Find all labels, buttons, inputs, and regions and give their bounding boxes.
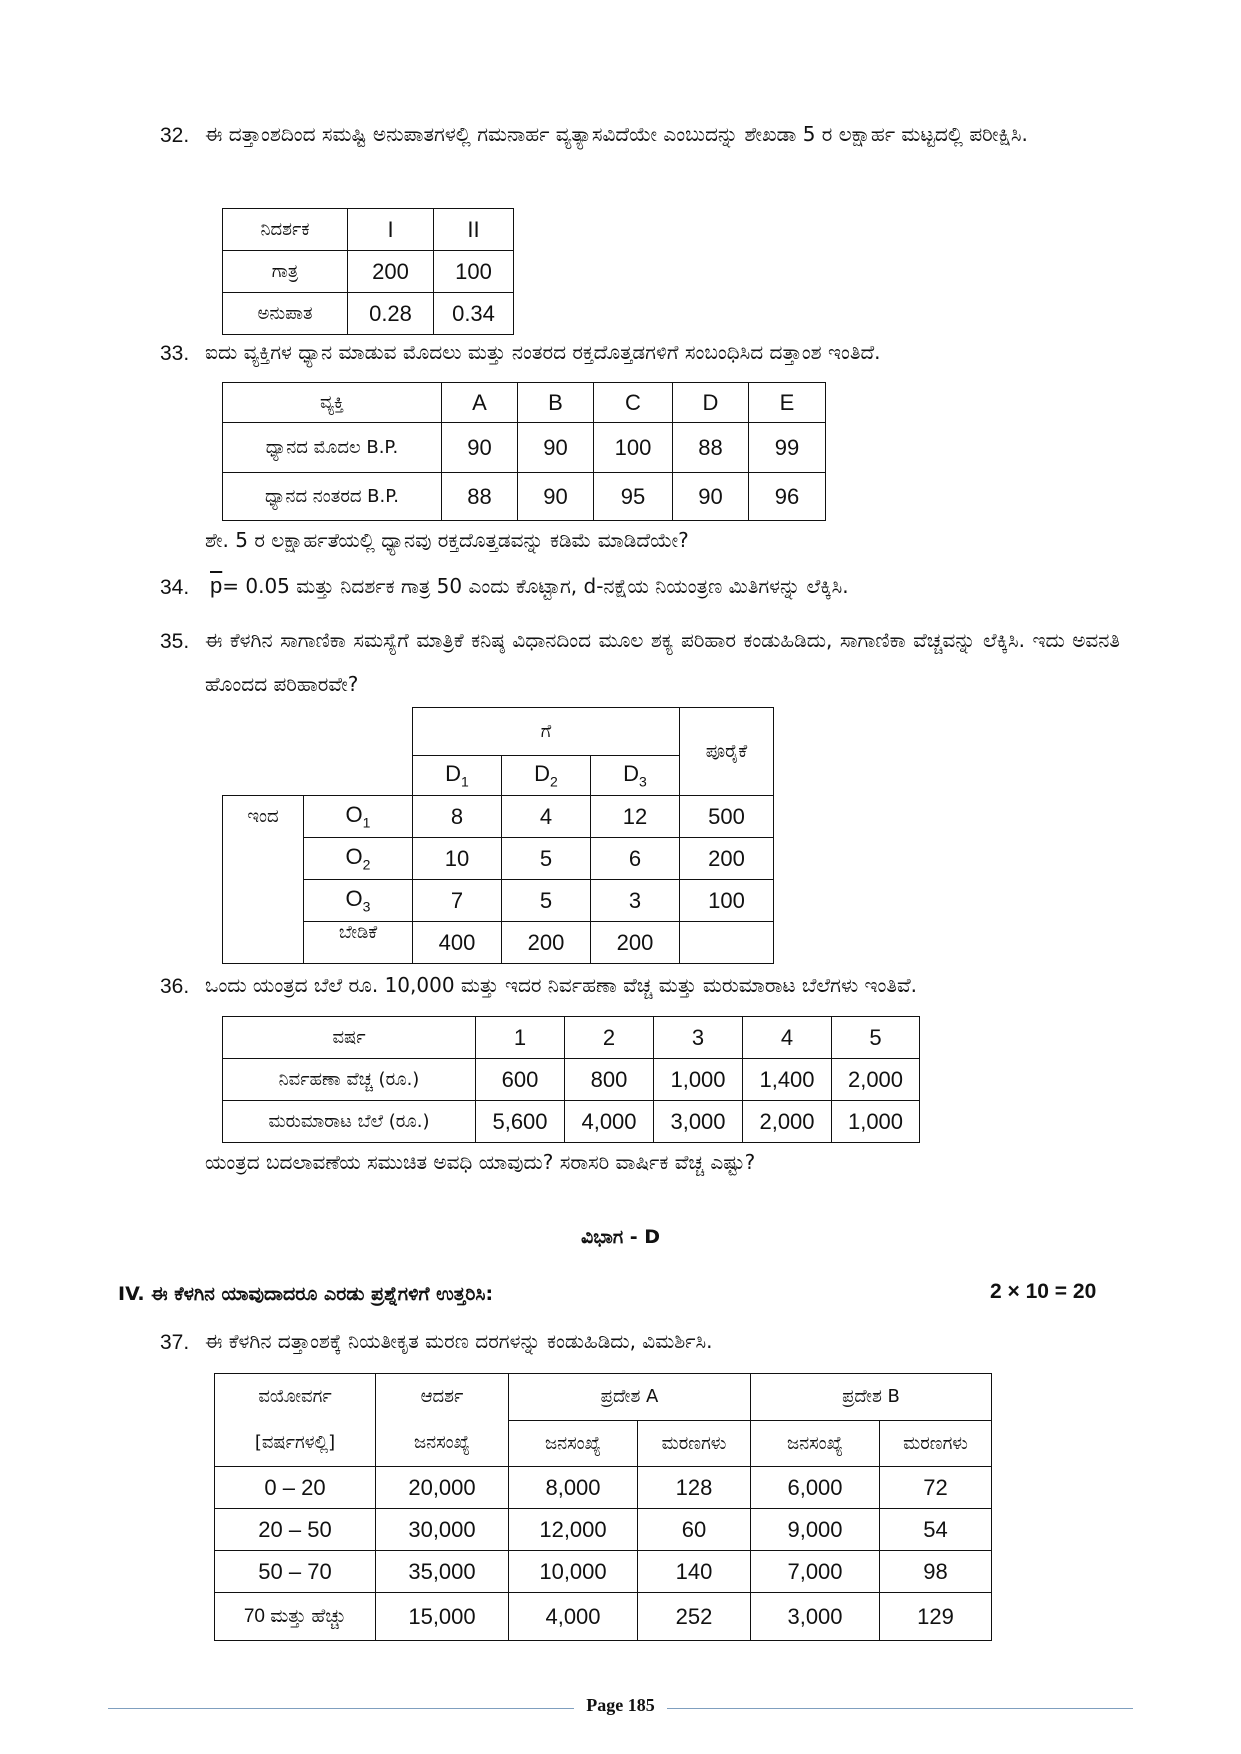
section-marks: 2 × 10 = 20 bbox=[990, 1280, 1097, 1303]
destination-header: $D_2$ bbox=[502, 756, 591, 796]
table-cell: 3 bbox=[591, 880, 680, 922]
question-number: 35. bbox=[160, 630, 190, 653]
question-36-text: ಒಂದು ಯಂತ್ರದ ಬೆಲೆ ರೂ. 10,000 ಮತ್ತು ಇದರ ನಿರ್ವಹಣಾ ವೆಚ್ಚ ಮತ್ತು ಮರುಮಾರಾಟ ಬೆಲೆಗಳು ಇಂತಿವೆ. bbox=[205, 973, 918, 997]
supply-header: ಪೂರೈಕೆ bbox=[680, 708, 774, 796]
standard-population-header: ಆದರ್ಶ ಜನಸಂಖ್ಯೆ bbox=[376, 1374, 509, 1467]
table-cell: 35,000 bbox=[376, 1551, 509, 1593]
table-cell: A bbox=[442, 383, 518, 423]
table-cell: 0.28 bbox=[348, 293, 434, 335]
section-title: ವಿಭಾಗ - D bbox=[580, 1226, 661, 1248]
q37-table bbox=[214, 1373, 992, 1641]
demand-header: ಬೇಡಿಕೆ bbox=[304, 922, 413, 964]
table-cell: ಧ್ಯಾನದ ನಂತರದ B.P. bbox=[223, 473, 442, 521]
table-cell: 3,000 bbox=[654, 1101, 743, 1143]
table-cell: 2,000 bbox=[743, 1101, 832, 1143]
table-cell: 4,000 bbox=[565, 1101, 654, 1143]
origin-header: $O_2$ bbox=[304, 838, 413, 880]
table-cell: 10,000 bbox=[509, 1551, 638, 1593]
table-cell: 90 bbox=[518, 423, 594, 473]
table-cell: 20,000 bbox=[376, 1467, 509, 1509]
table-cell: 50 – 70 bbox=[215, 1551, 376, 1593]
table-cell: 1,000 bbox=[832, 1101, 920, 1143]
table-cell: 200 bbox=[348, 251, 434, 293]
table-cell: 12 bbox=[591, 796, 680, 838]
question-34-body: = 0.05 ಮತ್ತು ನಿದರ್ಶಕ ಗಾತ್ರ 50 ಎಂದು ಕೊಟ್ಟಾಗ, d-ನಕ್ಷೆಯ ನಿಯಂತ್ರಣ ಮಿತಿಗಳನ್ನು ಲೆಕ್ಕಿಸಿ. bbox=[222, 574, 849, 598]
table-cell: 4,000 bbox=[509, 1593, 638, 1641]
demand-cell: 400 bbox=[413, 922, 502, 964]
origin-header: $O_1$ bbox=[304, 796, 413, 838]
from-header: ಇಂದ bbox=[223, 796, 304, 964]
table-cell: ಅನುಪಾತ bbox=[223, 293, 348, 335]
table-cell: 72 bbox=[880, 1467, 992, 1509]
table-cell: 6,000 bbox=[751, 1467, 880, 1509]
question-37-text: ಈ ಕೆಳಗಿನ ದತ್ತಾಂಶಕ್ಕೆ ನಿಯತೀಕೃತ ಮರಣ ದರಗಳನ್ನು ಕಂಡುಹಿಡಿದು, ವಿಮರ್ಶಿಸಿ. bbox=[205, 1329, 713, 1353]
region-a-header: ಪ್ರದೇಶ A bbox=[509, 1374, 751, 1421]
table-cell: C bbox=[594, 383, 673, 423]
q33-table bbox=[222, 382, 826, 521]
table-cell: 5 bbox=[832, 1017, 920, 1059]
question-number: 36. bbox=[160, 975, 190, 998]
empty-corner bbox=[223, 708, 413, 796]
destination-header: $D_3$ bbox=[591, 756, 680, 796]
table-cell: 3,000 bbox=[751, 1593, 880, 1641]
table-cell: 129 bbox=[880, 1593, 992, 1641]
table-cell: 600 bbox=[476, 1059, 565, 1101]
supply-cell: 100 bbox=[680, 880, 774, 922]
destination-header: $D_1$ bbox=[413, 756, 502, 796]
table-cell: 8 bbox=[413, 796, 502, 838]
table-cell: 8,000 bbox=[509, 1467, 638, 1509]
table-cell: 54 bbox=[880, 1509, 992, 1551]
table-cell: ಗಾತ್ರ bbox=[223, 251, 348, 293]
question-36-followup: ಯಂತ್ರದ ಬದಲಾವಣೆಯ ಸಮುಚಿತ ಅವಧಿ ಯಾವುದು? ಸರಾಸರಿ ವಾರ್ಷಿಕ ವೆಚ್ಚ ಎಷ್ಟು? bbox=[205, 1150, 756, 1174]
table-cell: I bbox=[348, 209, 434, 251]
table-cell: 3 bbox=[654, 1017, 743, 1059]
table-cell: ಧ್ಯಾನದ ಮೊದಲ B.P. bbox=[223, 423, 442, 473]
table-cell: 15,000 bbox=[376, 1593, 509, 1641]
table-cell: 30,000 bbox=[376, 1509, 509, 1551]
table-cell: 0.34 bbox=[434, 293, 514, 335]
demand-cell: 200 bbox=[591, 922, 680, 964]
table-cell: 1,000 bbox=[654, 1059, 743, 1101]
q35-transport-table bbox=[222, 707, 774, 964]
table-cell: 5 bbox=[502, 838, 591, 880]
table-cell: 90 bbox=[442, 423, 518, 473]
supply-cell: 200 bbox=[680, 838, 774, 880]
empty-cell bbox=[680, 922, 774, 964]
table-cell: D bbox=[673, 383, 749, 423]
section-instruction: IV. ಈ ಕೆಳಗಿನ ಯಾವುದಾದರೂ ಎರಡು ಪ್ರಶ್ನೆಗಳಿಗೆ ಉತ್ತರಿಸಿ: bbox=[118, 1283, 494, 1305]
table-cell: ಮರುಮಾರಾಟ ಬೆಲೆ (ರೂ.) bbox=[223, 1101, 476, 1143]
table-cell: 100 bbox=[434, 251, 514, 293]
supply-cell: 500 bbox=[680, 796, 774, 838]
table-cell: 4 bbox=[502, 796, 591, 838]
table-cell: ವರ್ಷ bbox=[223, 1017, 476, 1059]
table-cell: 90 bbox=[518, 473, 594, 521]
table-cell: 100 bbox=[594, 423, 673, 473]
p-bar-symbol: $\overline{p}$ bbox=[210, 573, 223, 598]
table-cell: 1,400 bbox=[743, 1059, 832, 1101]
table-cell: 70 ಮತ್ತು ಹೆಚ್ಚು bbox=[215, 1593, 376, 1641]
demand-cell: 200 bbox=[502, 922, 591, 964]
table-cell: 88 bbox=[673, 423, 749, 473]
table-cell: 9,000 bbox=[751, 1509, 880, 1551]
q32-table bbox=[222, 208, 514, 335]
to-header: ಗೆ bbox=[413, 708, 680, 756]
deaths-header: ಮರಣಗಳು bbox=[880, 1420, 992, 1467]
table-cell: ನಿದರ್ಶಕ bbox=[223, 209, 348, 251]
table-cell: 90 bbox=[673, 473, 749, 521]
table-cell: E bbox=[749, 383, 826, 423]
table-cell: 4 bbox=[743, 1017, 832, 1059]
question-33-followup: ಶೇ. 5 ರ ಲಕ್ಷಾರ್ಹತೆಯಲ್ಲಿ ಧ್ಯಾನವು ರಕ್ತದೊತ್ತಡವನ್ನು ಕಡಿಮೆ ಮಾಡಿದೆಯೇ? bbox=[205, 528, 689, 552]
page-number: Page 185 bbox=[0, 1695, 1241, 1716]
table-cell: 2,000 bbox=[832, 1059, 920, 1101]
table-cell: 7 bbox=[413, 880, 502, 922]
deaths-header: ಮರಣಗಳು bbox=[638, 1420, 751, 1467]
table-cell: 7,000 bbox=[751, 1551, 880, 1593]
origin-header: $O_3$ bbox=[304, 880, 413, 922]
table-cell: ನಿರ್ವಹಣಾ ವೆಚ್ಚ (ರೂ.) bbox=[223, 1059, 476, 1101]
question-33-text: ಐದು ವ್ಯಕ್ತಿಗಳ ಧ್ಯಾನ ಮಾಡುವ ಮೊದಲು ಮತ್ತು ನಂತರದ ರಕ್ತದೊತ್ತಡಗಳಿಗೆ ಸಂಬಂಧಿಸಿದ ದತ್ತಾಂಶ ಇಂತಿದೆ. bbox=[205, 340, 881, 364]
table-cell: 60 bbox=[638, 1509, 751, 1551]
question-number: 33. bbox=[160, 342, 190, 365]
question-number: 37. bbox=[160, 1331, 190, 1354]
population-header: ಜನಸಂಖ್ಯೆ bbox=[509, 1420, 638, 1467]
table-cell: 800 bbox=[565, 1059, 654, 1101]
table-cell: 20 – 50 bbox=[215, 1509, 376, 1551]
table-cell: 1 bbox=[476, 1017, 565, 1059]
table-cell: B bbox=[518, 383, 594, 423]
question-number: 32. bbox=[160, 124, 190, 147]
table-cell: ವ್ಯಕ್ತಿ bbox=[223, 383, 442, 423]
table-cell: 12,000 bbox=[509, 1509, 638, 1551]
table-cell: 0 – 20 bbox=[215, 1467, 376, 1509]
table-cell: 96 bbox=[749, 473, 826, 521]
table-cell: 140 bbox=[638, 1551, 751, 1593]
q36-table bbox=[222, 1016, 920, 1143]
region-b-header: ಪ್ರದೇಶ B bbox=[751, 1374, 992, 1421]
table-cell: 6 bbox=[591, 838, 680, 880]
table-cell: 99 bbox=[749, 423, 826, 473]
table-cell: 2 bbox=[565, 1017, 654, 1059]
question-32-text: ಈ ದತ್ತಾಂಶದಿಂದ ಸಮಷ್ಟಿ ಅನುಪಾತಗಳಲ್ಲಿ ಗಮನಾರ್ಹ ವ್ಯತ್ಯಾಸವಿದೆಯೇ ಎಂಬುದನ್ನು ಶೇಖಡಾ 5 ರ ಲಕ್ಷಾರ್ಹ ಮಟ್ಟದಲ್ಲಿ ಪರೀಕ್ಷಿಸಿ. bbox=[205, 122, 1028, 146]
table-cell: 128 bbox=[638, 1467, 751, 1509]
population-header: ಜನಸಂಖ್ಯೆ bbox=[751, 1420, 880, 1467]
table-cell: II bbox=[434, 209, 514, 251]
question-34-text bbox=[210, 564, 1120, 608]
question-number: 34. bbox=[160, 576, 190, 599]
question-35-text: ಈ ಕೆಳಗಿನ ಸಾಗಾಣಿಕಾ ಸಮಸ್ಯೆಗೆ ಮಾತ್ರಿಕೆ ಕನಿಷ್ಠ ವಿಧಾನದಿಂದ ಮೂಲ ಶಕ್ಯ ಪರಿಹಾರ ಕಂಡುಹಿಡಿದು, ಸಾಗಾಣಿಕಾ ವೆಚ್ಚವನ್ನು ಲೆಕ್ಕಿಸಿ. ಇದು ಅವನತಿ ಹೊಂದದ ಪರಿಹಾರವೇ? bbox=[205, 628, 1120, 696]
table-cell: 252 bbox=[638, 1593, 751, 1641]
age-group-header: ವಯೋವರ್ಗ [ವರ್ಷಗಳಲ್ಲಿ] bbox=[215, 1374, 376, 1467]
table-cell: 95 bbox=[594, 473, 673, 521]
table-cell: 5 bbox=[502, 880, 591, 922]
table-cell: 5,600 bbox=[476, 1101, 565, 1143]
table-cell: 10 bbox=[413, 838, 502, 880]
table-cell: 98 bbox=[880, 1551, 992, 1593]
table-cell: 88 bbox=[442, 473, 518, 521]
